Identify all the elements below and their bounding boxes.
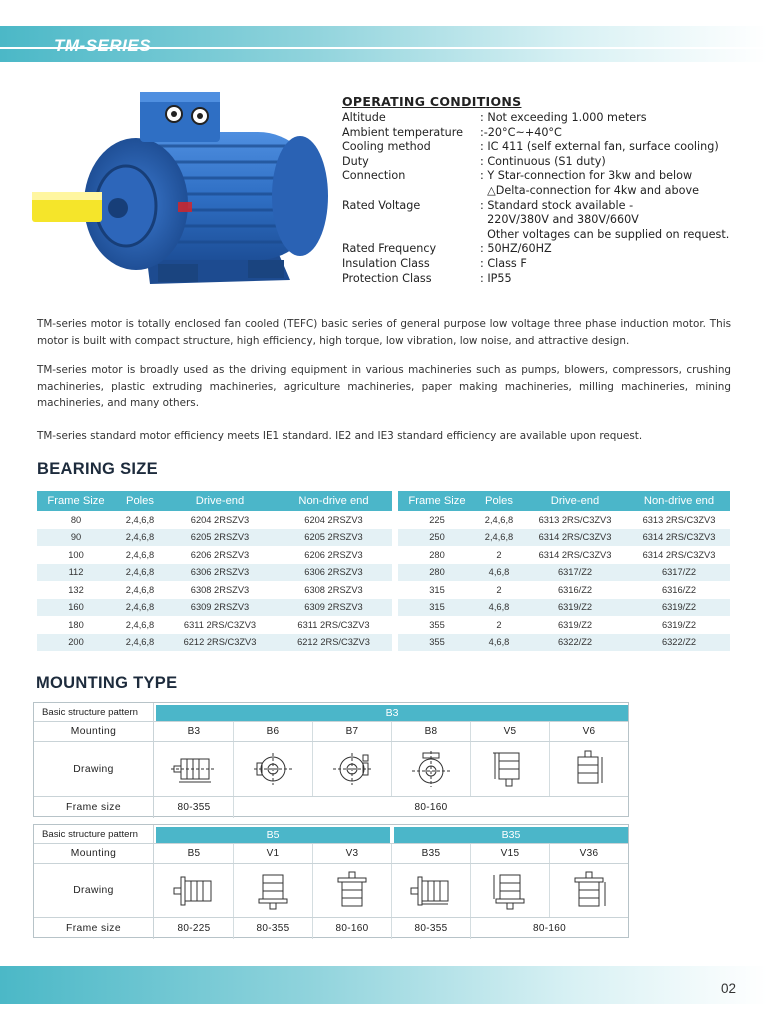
pattern-label: Basic structure pattern — [34, 703, 154, 721]
table-cell: 280 — [429, 549, 445, 560]
table-cell: 6314 2RS/C3ZV3 — [642, 549, 716, 560]
drawing-label: Drawing — [34, 742, 154, 796]
column-header: Frame Size — [398, 491, 476, 511]
efficiency-paragraph: TM-series standard motor efficiency meets IE1 standard. IE2 and IE3 standard efficiency are available upon request. — [37, 430, 643, 442]
table-cell: 6314 2RS/C3ZV3 — [538, 549, 612, 560]
mounting-heading: MOUNTING TYPE — [36, 674, 178, 692]
condition-value — [480, 169, 742, 198]
table-cell: 6311 2RS/C3ZV3 — [297, 619, 370, 630]
condition-row — [342, 155, 742, 170]
table-cell: 6322/Z2 — [522, 634, 628, 652]
type-v1: V1 — [234, 844, 313, 863]
type-v3: V3 — [313, 844, 392, 863]
table-cell: 6313 2RS/C3ZV3 — [642, 514, 716, 525]
table-row — [398, 546, 730, 564]
drawing-v36-icon — [550, 864, 628, 917]
table-cell: 6204 2RSZV3 — [190, 514, 250, 525]
condition-label: Cooling method — [342, 140, 431, 154]
table-cell: 6308 2RSZV3 — [190, 584, 250, 595]
table-row — [37, 581, 392, 599]
drawing-b5-icon — [155, 864, 234, 917]
table-cell: 180 — [68, 619, 84, 630]
table-cell: 6311 2RS/C3ZV3 — [183, 619, 257, 630]
mounting-row — [34, 844, 628, 864]
column-header: Non-drive end — [275, 491, 392, 511]
frame-row — [34, 797, 628, 818]
table-cell: 225 — [429, 514, 445, 525]
table-cell: 2,4,6,8 — [125, 549, 155, 560]
table-row — [37, 564, 392, 582]
drawing-b3-icon — [155, 742, 234, 796]
frame-size-b3: 80-355 — [155, 797, 234, 818]
table-row — [398, 616, 730, 634]
frame-size-v15-v36: 80-160 — [533, 923, 566, 934]
operating-heading: OPERATING CONDITIONS — [342, 94, 522, 109]
condition-value — [480, 155, 742, 170]
frame-size-v1: 80-355 — [234, 918, 313, 939]
drawing-b7-icon — [313, 742, 392, 796]
intro-paragraph: TM-series motor is totally enclosed fan cooled (TEFC) basic series of general purpose low voltage three phase induction motor. This motor is built with compact structure, high efficiency, high torque, low vibration, low noise, and attractive design. — [37, 318, 731, 347]
table-cell: 6316/Z2 — [557, 584, 593, 595]
condition-value — [480, 111, 742, 126]
table-cell: 6322/Z2 — [628, 634, 730, 652]
table-cell: 160 — [37, 599, 115, 617]
condition-label: Insulation Class — [342, 256, 430, 270]
type-v6: V6 — [582, 726, 596, 737]
type-b3: B3 — [155, 722, 234, 741]
table-cell: 2,4,6,8 — [484, 514, 514, 525]
table-cell: 2,4,6,8 — [115, 599, 165, 617]
group-bar-b5: B5 — [156, 827, 390, 843]
table-cell: 6306 2RSZV3 — [165, 564, 275, 582]
condition-value — [480, 257, 742, 272]
group-bar-b3: B3 — [156, 705, 628, 721]
usage-paragraph: TM-series motor is broadly used as the driving equipment in various machineries such as pumps, blowers, compressors, crushing machineries, plastic extruding machineries, agriculture machineries, paper making machineries, milling machineries, mining machineries, and many others. — [37, 364, 731, 409]
table-cell: 6204 2RSZV3 — [304, 514, 363, 525]
drawing-row — [34, 742, 628, 797]
frame-size-b35: 80-355 — [392, 918, 471, 939]
table-cell: 2,4,6,8 — [115, 634, 165, 652]
table-row — [398, 529, 730, 547]
drawing-v5-icon — [471, 742, 550, 796]
table-cell: 2,4,6,8 — [115, 529, 165, 547]
page-number: 02 — [720, 981, 736, 996]
condition-label: Rated Frequency — [342, 242, 437, 256]
table-cell: 4,6,8 — [476, 599, 522, 617]
condition-value-line: : Y Star-connection for 3kw and below — [480, 169, 693, 183]
drawing-row — [34, 864, 628, 918]
table-cell: 6317/Z2 — [628, 564, 730, 582]
table-cell: 355 — [398, 634, 476, 652]
table-row — [398, 581, 730, 599]
condition-value-line: : 50HZ/60HZ — [480, 242, 552, 256]
condition-row — [342, 140, 742, 155]
table-cell: 250 — [398, 529, 476, 547]
table-cell: 315 — [429, 584, 445, 595]
mounting-label: Mounting — [34, 844, 154, 863]
table-cell: 2,4,6,8 — [476, 529, 522, 547]
drawing-v15-icon — [471, 864, 550, 917]
condition-value-line: : Class F — [480, 256, 527, 270]
pattern-label: Basic structure pattern — [34, 825, 154, 843]
table-cell: 6319/Z2 — [628, 599, 730, 617]
frame-size-others: 80-160 — [414, 802, 448, 813]
type-v5: V5 — [471, 722, 550, 741]
table-cell: 200 — [37, 634, 115, 652]
condition-label: Connection — [342, 169, 406, 183]
table-row — [37, 511, 392, 529]
bearing-table-left — [37, 491, 392, 651]
table-cell: 2 — [496, 619, 502, 630]
type-b7: B7 — [313, 722, 392, 741]
table-cell: 132 — [68, 584, 84, 595]
table-row — [398, 634, 730, 652]
mounting-row — [34, 722, 628, 742]
table-cell: 280 — [398, 564, 476, 582]
frame-size-v3: 80-160 — [313, 918, 392, 939]
table-row — [37, 546, 392, 564]
condition-row — [342, 272, 742, 287]
table-cell: 6316/Z2 — [661, 584, 697, 595]
drawing-v6-icon — [550, 742, 628, 796]
condition-label: Duty — [342, 154, 369, 168]
pattern-row — [34, 703, 628, 722]
condition-row — [342, 257, 742, 272]
bearing-table-right — [398, 491, 730, 651]
condition-row — [342, 242, 742, 257]
column-header: Poles — [476, 491, 522, 511]
condition-value-line: : IP55 — [480, 271, 512, 285]
condition-value — [480, 126, 742, 141]
group-bar-b35: B35 — [394, 827, 628, 843]
table-cell: 6306 2RSZV3 — [275, 564, 392, 582]
condition-value — [480, 199, 742, 243]
condition-value-line: △Delta-connection for 4kw and above — [480, 183, 699, 197]
footer-band — [0, 966, 768, 1004]
table-cell: 80 — [70, 514, 82, 525]
table-cell: 6206 2RSZV3 — [190, 549, 250, 560]
drawing-b35-icon — [392, 864, 471, 917]
frame-label: Frame size — [34, 918, 154, 939]
table-cell: 6205 2RSZV3 — [165, 529, 275, 547]
table-cell: 2 — [496, 549, 502, 560]
column-header: Frame Size — [37, 491, 115, 511]
condition-label: Rated Voltage — [342, 198, 421, 212]
table-cell: 2,4,6,8 — [115, 564, 165, 582]
table-row — [398, 599, 730, 617]
condition-label: Protection Class — [342, 271, 432, 285]
condition-label: Altitude — [342, 111, 386, 124]
table-cell: 6319/Z2 — [661, 619, 697, 630]
condition-row — [342, 199, 742, 243]
table-cell: 6205 2RSZV3 — [275, 529, 392, 547]
type-v36: V36 — [579, 848, 599, 859]
table-cell: 6309 2RSZV3 — [275, 599, 392, 617]
table-cell: 6319/Z2 — [522, 599, 628, 617]
table-row — [398, 511, 730, 529]
table-cell: 6313 2RS/C3ZV3 — [538, 514, 612, 525]
table-cell: 6212 2RS/C3ZV3 — [165, 634, 275, 652]
mounting-table-b5-b35 — [33, 824, 629, 938]
column-header: Non-drive end — [628, 491, 730, 511]
table-cell: 2 — [496, 584, 502, 595]
table-cell: 6314 2RS/C3ZV3 — [522, 529, 628, 547]
condition-row — [342, 126, 742, 141]
motor-photo — [28, 84, 338, 296]
frame-size-b5: 80-225 — [155, 918, 234, 939]
type-b8: B8 — [392, 722, 471, 741]
column-header: Drive-end — [522, 491, 628, 511]
table-cell: 4,6,8 — [476, 634, 522, 652]
table-cell: 2,4,6,8 — [125, 514, 155, 525]
operating-conditions — [342, 94, 742, 286]
condition-value — [480, 140, 742, 155]
condition-value — [480, 272, 742, 287]
drawing-label: Drawing — [34, 864, 154, 917]
bearing-heading: BEARING SIZE — [37, 460, 158, 478]
table-cell: 100 — [68, 549, 84, 560]
frame-label: Frame size — [34, 797, 154, 818]
drawing-b8-icon — [392, 742, 471, 796]
table-cell: 4,6,8 — [476, 564, 522, 582]
condition-row — [342, 111, 742, 126]
condition-value — [480, 242, 742, 257]
drawing-v1-icon — [234, 864, 313, 917]
column-header: Drive-end — [165, 491, 275, 511]
table-row — [37, 616, 392, 634]
condition-row — [342, 169, 742, 198]
type-v15: V15 — [471, 844, 550, 863]
table-cell: 2,4,6,8 — [125, 619, 155, 630]
pattern-row — [34, 825, 628, 844]
table-cell: 6317/Z2 — [522, 564, 628, 582]
frame-row — [34, 918, 628, 939]
condition-label: Ambient temperature — [342, 125, 463, 139]
table-row — [37, 529, 392, 547]
table-cell: 6314 2RS/C3ZV3 — [628, 529, 730, 547]
type-b6: B6 — [234, 722, 313, 741]
table-cell: 355 — [429, 619, 445, 630]
condition-value-line: 220V/380V and 380V/660V — [480, 213, 639, 227]
condition-value-line: : IC 411 (self external fan, surface cooling) — [480, 140, 719, 154]
table-cell: 90 — [37, 529, 115, 547]
condition-value-line: : Not exceeding 1.000 meters — [480, 111, 647, 124]
table-cell: 6212 2RS/C3ZV3 — [275, 634, 392, 652]
condition-value-line: Other voltages can be supplied on request. — [480, 227, 730, 241]
table-cell: 6206 2RSZV3 — [304, 549, 363, 560]
condition-value-line: : Continuous (S1 duty) — [480, 154, 606, 168]
mounting-table-b3 — [33, 702, 629, 817]
drawing-v3-icon — [313, 864, 392, 917]
table-row — [398, 564, 730, 582]
condition-value-line: :-20°C~+40°C — [480, 125, 562, 139]
column-header: Poles — [115, 491, 165, 511]
table-row — [37, 634, 392, 652]
mounting-label: Mounting — [34, 722, 154, 741]
table-cell: 6308 2RSZV3 — [304, 584, 363, 595]
series-title: TM-SERIES — [54, 36, 152, 55]
table-row — [37, 599, 392, 617]
table-cell: 6319/Z2 — [557, 619, 593, 630]
type-b35: B35 — [392, 844, 471, 863]
table-cell: 112 — [37, 564, 115, 582]
type-b5: B5 — [155, 844, 234, 863]
table-cell: 315 — [398, 599, 476, 617]
drawing-b6-icon — [234, 742, 313, 796]
table-cell: 2,4,6,8 — [125, 584, 155, 595]
table-cell: 6309 2RSZV3 — [165, 599, 275, 617]
condition-value-line: : Standard stock available - — [480, 198, 634, 212]
